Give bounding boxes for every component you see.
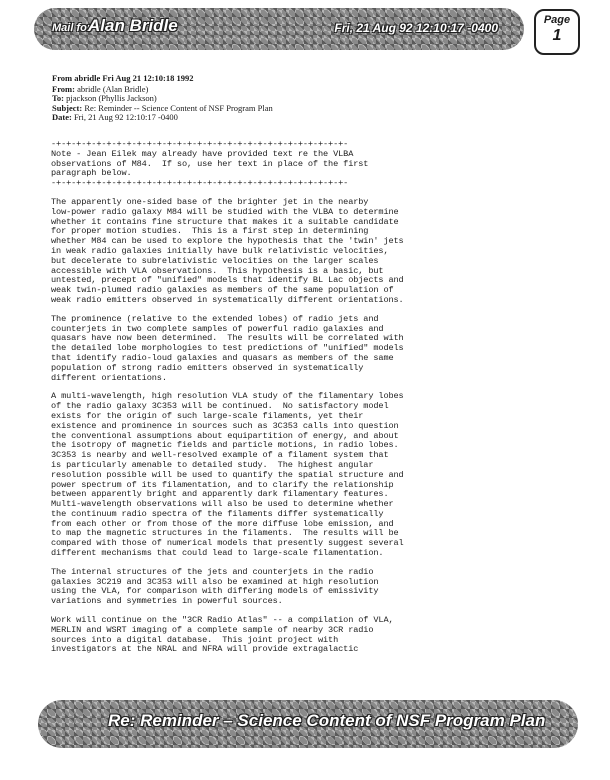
header-field-key: From: [52, 83, 75, 94]
body-paragraph [51, 392, 446, 559]
body-line: resolution possible will be used to quantify the spatial structure and [51, 469, 404, 480]
body-line: whether M84 can be used to explore the hypothesis that the 'twin' jets [51, 236, 404, 247]
body-paragraph [51, 315, 446, 384]
body-line: paragraph below. [51, 168, 132, 179]
body-line: Note - Jean Eilek may already have provided text re the VLBA [51, 148, 354, 159]
body-line: untested, precept of "unified" models that identify BL Lac objects and [51, 275, 404, 286]
body-line: low-power radio galaxy M84 will be studied with the VLBA to determine [51, 206, 399, 217]
body-line: compared with those of numerical models that presently suggest several [51, 538, 404, 549]
body-line: the detailed lobe morphologies to test predictions of "unified" models [51, 343, 404, 354]
body-paragraph [51, 616, 446, 655]
page-label: Page [543, 14, 571, 26]
body-line: galaxies 3C219 and 3C353 will also be examined at high resolution [51, 576, 379, 587]
header-field-value: abridle (Alan Bridle) [77, 83, 149, 94]
header-field-key: To: [52, 93, 64, 104]
mail-header-banner [34, 8, 524, 50]
body-line: -+-+-+-+-+-+-+-+-+-+-+-+-+-+-+-+-+-+-+-+-+-+-+-+-+-+-+-+-+- [51, 139, 349, 149]
header-field-value: Re: Reminder -- Science Content of NSF Program Plan [84, 102, 273, 113]
header-field-value: pjackson (Phyllis Jackson) [66, 93, 157, 104]
body-line: the isotropy of magnetic fields and particle motions, in radio lobes. [51, 440, 399, 451]
body-line: for proper motion studies. This is a first step in determining [51, 226, 369, 237]
header-field-value: Fri, 21 Aug 92 12:10:17 -0400 [73, 112, 178, 123]
body-line: of the radio galaxy 3C353 will be continued. No satisfactory model [51, 401, 389, 412]
header-field-row [52, 113, 452, 123]
body-line: The apparently one-sided base of the brighter jet in the nearby [51, 196, 369, 207]
body-line: in weak radio galaxies initially have bulk relativistic velocities, [51, 245, 389, 256]
body-line: but decelerate to subrelativistic velocities on the larger scales [51, 255, 379, 266]
body-line: different orientations. [51, 372, 167, 383]
body-paragraph [51, 140, 446, 189]
email-headers [52, 74, 452, 123]
page-number-badge [534, 9, 580, 55]
body-line: quasars have now been determined. The results will be correlated with [51, 333, 404, 344]
subject-footer-banner [38, 700, 578, 748]
body-line: The prominence (relative to the extended lobes) of radio jets and [51, 313, 379, 324]
body-line: to map the magnetic structures in the filaments. The results will be [51, 528, 399, 539]
page-number: 1 [552, 27, 562, 44]
body-line: the conventional assumptions about equipartition of energy, and about [51, 430, 399, 441]
body-line: power spectrum of its filamentation, and to clarify the relationship [51, 479, 394, 490]
header-field-key: Date: [52, 112, 72, 123]
body-line: -+-+-+-+-+-+-+-+-+-+-+-+-+-+-+-+-+-+-+-+-+-+-+-+-+-+-+-+-+- [51, 178, 349, 189]
body-line: sources into a digital database. This joint project with [51, 634, 339, 645]
footer-subject: Re: Reminder – Science Content of NSF Program Plan [108, 711, 546, 730]
body-line: Work will continue on the "3CR Radio Atlas" -- a compilation of VLA, [51, 615, 394, 626]
body-line: that identify radio-loud galaxies and quasars as members of the same [51, 352, 394, 363]
body-line: population of strong radio emitters observed in systematically [51, 362, 364, 373]
recipient-name: Alan Bridle [88, 16, 178, 35]
body-line: weak twin-plumed radio galaxies as members of the same population of [51, 285, 394, 296]
body-line: weak radio emitters observed in systematically different orientations. [51, 294, 404, 305]
body-line: exists for the origin of such large-scale filaments, yet their [51, 410, 364, 421]
body-paragraph [51, 198, 446, 306]
header-field-key: Subject: [52, 102, 83, 113]
envelope-from-line: From abridle Fri Aug 21 12:10:18 1992 [52, 73, 194, 83]
body-line: different mechanisms that could lead to large-scale filamentation. [51, 548, 384, 559]
body-line: variations and symmetries in powerful sources. [51, 596, 283, 607]
mail-for-label: Mail for [52, 22, 92, 34]
body-line: A multi-wavelength, high resolution VLA study of the filamentary lobes [51, 391, 404, 402]
body-line: counterjets in two complete samples of powerful radio galaxies and [51, 323, 384, 334]
body-line: is particularly amenable to detailed study. The highest angular [51, 459, 374, 470]
body-line: between apparently bright and apparently dark filamentary features. [51, 489, 389, 500]
header-fields [52, 85, 452, 123]
body-line: investigators at the NRAL and NFRA will provide extragalactic [51, 644, 359, 655]
body-line: using the VLA, for comparison with differing models of emissivity [51, 586, 379, 597]
body-line: MERLIN and WSRT imaging of a complete sample of nearby 3CR radio [51, 624, 374, 635]
email-body [51, 140, 446, 664]
body-line: Multi-wavelength observations will also be used to determine whether [51, 499, 394, 510]
body-paragraph [51, 568, 446, 607]
body-line: the continuum radio spectra of the filaments differ systematically [51, 508, 384, 519]
body-line: The internal structures of the jets and counterjets in the radio [51, 566, 374, 577]
body-line: observations of M84. If so, use her text in place of the first [51, 158, 369, 169]
body-line: existence and prominence in sources such as 3C353 calls into question [51, 420, 399, 431]
body-line: 3C353 is nearby and well-resolved example of a filament system that [51, 450, 389, 461]
banner-date: Fri, 21 Aug 92 12:10:17 -0400 [334, 21, 498, 35]
body-line: accessible with VLA observations. This hypothesis is a basic, but [51, 265, 384, 276]
body-line: whether it contains fine structure that makes it a suitable candidate [51, 216, 399, 227]
body-line: from each other or from those of the more diffuse lobe emission, and [51, 518, 394, 529]
